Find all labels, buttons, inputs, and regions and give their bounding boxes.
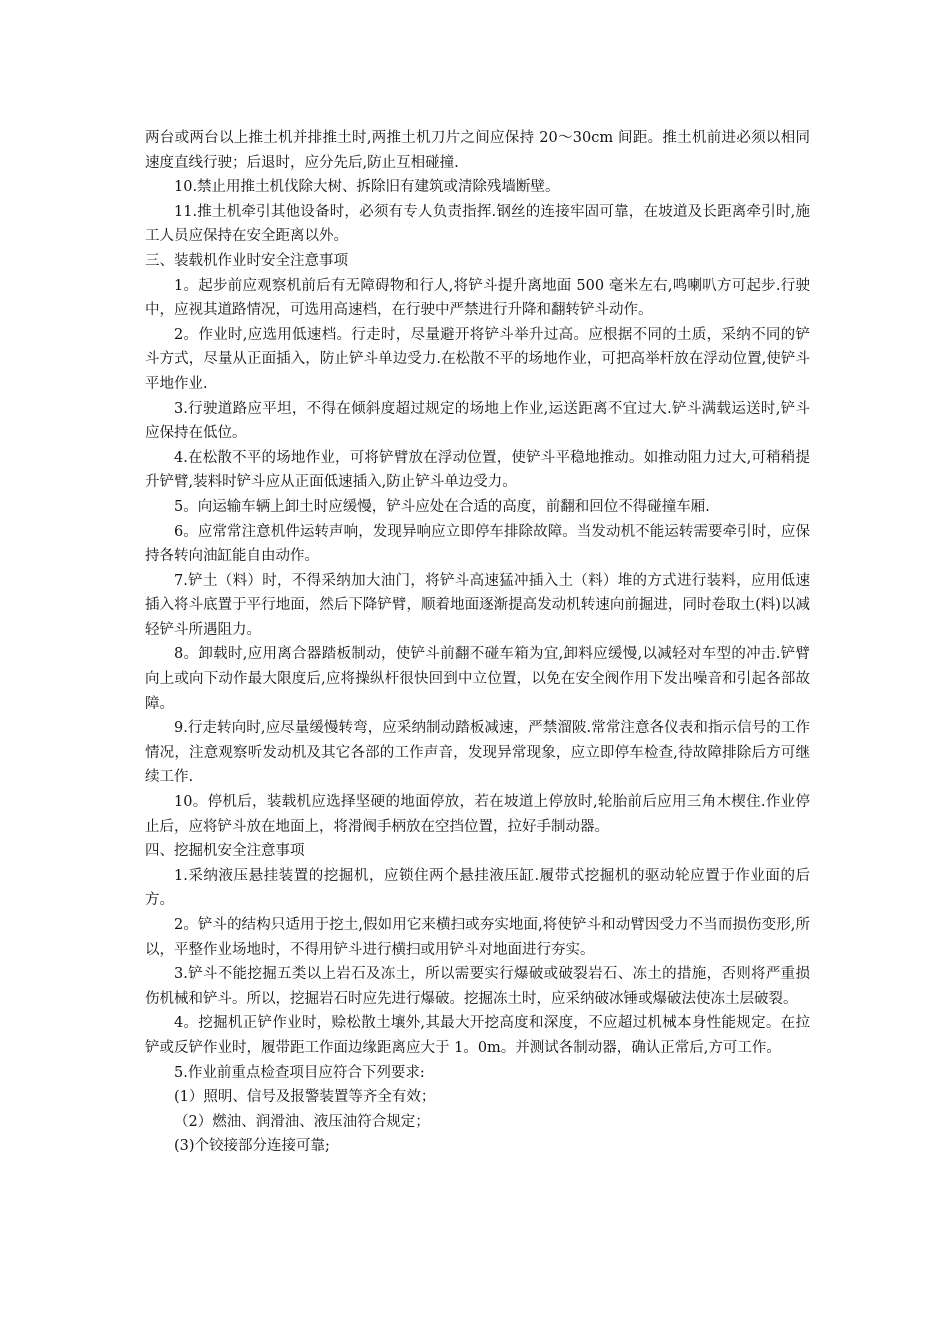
paragraph-excavator-4: 4。挖掘机正铲作业时，赊松散土壤外,其最大开挖高度和深度，不应超过机械本身性能规定。在拉铲或反铲作业时，履带距工作面边缘距离应大于 1。0m。并测试各制动器，确认正常后,方可工作。	[145, 1015, 810, 1056]
paragraph-loader-5: 5。向运输车辆上卸土时应缓慢，铲斗应处在合适的高度，前翻和回位不得碰撞车厢.	[174, 498, 710, 515]
paragraph-loader-3: 3.行驶道路应平坦，不得在倾斜度超过规定的场地上作业,运送距离不宜过大.铲斗满载运送时,铲斗应保持在低位。	[145, 400, 810, 442]
document-body	[145, 126, 810, 1159]
paragraph-intro: 两台或两台以上推土机并排推土时,两推土机刀片之间应保持 20～30cm 间距。推土机前进必须以相同速度直线行驶；后退时，应分先后,防止互相碰撞.	[145, 130, 810, 171]
paragraph-loader-7: 7.铲土（料）时，不得采纳加大油门，将铲斗高速猛冲插入土（料）堆的方式进行装料，应用低速插入将斗底置于平行地面，然后下降铲臂，顺着地面逐渐提高发动机转速向前掘进，同时卷取土(料)以减轻铲斗所遇阻力。	[145, 572, 810, 638]
paragraph-dozer-11: 11.推土机牵引其他设备时，必须有专人负责指挥.钢丝的连接牢固可靠，在坡道及长距离牵引时,施工人员应保持在安全距离以外。	[145, 203, 810, 245]
paragraph-loader-6: 6。应常常注意机件运转声响，发现异响应立即停车排除故障。当发动机不能运转需要牵引时，应保持各转向油缸能自由动作。	[145, 523, 810, 565]
paragraph-loader-4: 4.在松散不平的场地作业，可将铲臂放在浮动位置，使铲斗平稳地推动。如推动阻力过大,可稍稍提升铲臂,装料时铲斗应从正面低速插入,防止铲斗单边受力。	[145, 449, 810, 491]
paragraph-excavator-1: 1.采纳液压悬挂装置的挖掘机，应锁住两个悬挂液压缸.履带式挖掘机的驱动轮应置于作业面的后方。	[145, 867, 810, 909]
paragraph-dozer-10: 10.禁止用推土机伐除大树、拆除旧有建筑或清除残墙断壁。	[174, 179, 560, 196]
section-heading-loader: 三、装载机作业时安全注意事项	[145, 252, 348, 269]
list-item-check-1: (1）照明、信号及报警装置等齐全有效；	[174, 1089, 436, 1106]
list-item-check-2: （2）燃油、润滑油、液压油符合规定；	[174, 1113, 430, 1130]
section-heading-excavator: 四、挖掘机安全注意事项	[145, 843, 305, 860]
paragraph-loader-10: 10。停机后，装载机应选择坚硬的地面停放，若在坡道上停放时,轮胎前后应用三角木楔住.作业停止后，应将铲斗放在地面上，将滑阀手柄放在空挡位置，拉好手制动器。	[145, 794, 810, 835]
paragraph-excavator-2: 2。铲斗的结构只适用于挖土,假如用它来横扫或夯实地面,将使铲斗和动臂因受力不当而损伤变形,所以，平整作业场地时，不得用铲斗进行横扫或用铲斗对地面进行夯实。	[145, 917, 810, 958]
paragraph-loader-1: 1。起步前应观察机前后有无障碍物和行人,将铲斗提升离地面 500 毫米左右,鸣喇叭方可起步.行驶中，应视其道路情况，可选用高速档，在行驶中严禁进行升降和翻转铲斗动作。	[145, 277, 810, 319]
paragraph-loader-2: 2。作业时,应选用低速档。行走时，尽量避开将铲斗举升过高。应根据不同的土质，采纳不同的铲斗方式，尽量从正面插入，防止铲斗单边受力.在松散不平的场地作业，可把高举杆放在浮动位置,使铲斗平地作业.	[145, 326, 810, 392]
paragraph-loader-9: 9.行走转向时,应尽量缓慢转弯，应采纳制动踏板减速，严禁溜陂.常常注意各仪表和指示信号的工作情况，注意观察听发动机及其它各部的工作声音，发现异常现象，应立即停车检查,待故障排除后方可继续工作.	[145, 720, 810, 786]
paragraph-excavator-5: 5.作业前重点检查项目应符合下列要求:	[174, 1064, 425, 1081]
paragraph-excavator-3: 3.铲斗不能挖掘五类以上岩石及冻土，所以需要实行爆破或破裂岩石、冻土的措施，否则将严重损伤机械和铲斗。所以，挖掘岩石时应先进行爆破。挖掘冻土时，应采纳破冰锤或爆破法使冻土层破裂。	[145, 966, 810, 1007]
paragraph-loader-8: 8。卸载时,应用离合器踏板制动，使铲斗前翻不碰车箱为宜,卸料应缓慢,以减轻对车型的冲击.铲臂向上或向下动作最大限度后,应将操纵杆很快回到中立位置，以免在安全阀作用下发出噪音和引起各部故障。	[145, 646, 810, 712]
list-item-check-3: (3)个铰接部分连接可靠;	[174, 1138, 330, 1155]
